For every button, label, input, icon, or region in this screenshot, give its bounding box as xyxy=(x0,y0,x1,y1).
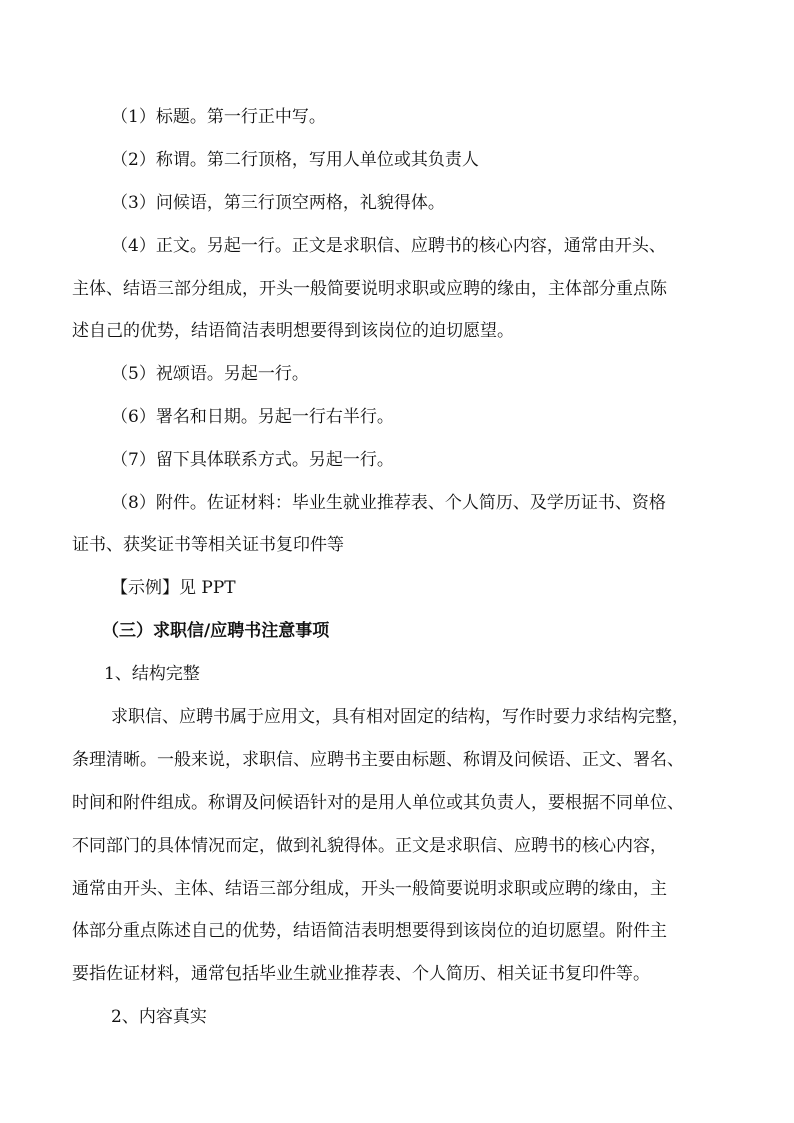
list-item-signature-date: （6）署名和日期。另起一行右半行。 xyxy=(111,407,394,427)
list-item-greeting: （3）问候语，第三行顶空两格，礼貌得体。 xyxy=(111,193,445,213)
list-item-attachments-line-2: 证书、获奖证书等相关证书复印件等 xyxy=(72,535,344,555)
list-item-closing: （5）祝颂语。另起一行。 xyxy=(111,364,309,384)
paragraph-line: 要指佐证材料，通常包括毕业生就业推荐表、个人简历、相关证书复印件等。 xyxy=(72,964,650,984)
list-item-body-line-3: 述自己的优势，结语简洁表明想要得到该岗位的迫切愿望。 xyxy=(72,321,514,341)
example-note: 【示例】见 PPT xyxy=(111,578,236,598)
list-item-body-line-1: （4）正文。另起一行。正文是求职信、应聘书的核心内容，通常由开头、 xyxy=(111,236,666,256)
list-item-body-line-2: 主体、结语三部分组成，开头一般简要说明求职或应聘的缘由，主体部分重点陈 xyxy=(72,279,667,299)
list-item-contact: （7）留下具体联系方式。另起一行。 xyxy=(111,450,394,470)
list-item-salutation: （2）称谓。第二行顶格，写用人单位或其负责人 xyxy=(111,150,479,170)
subheading-structure: 1、结构完整 xyxy=(104,664,200,684)
list-item-attachments-line-1: （8）附件。佐证材料：毕业生就业推荐表、个人简历、及学历证书、资格 xyxy=(111,493,666,513)
subheading-truthful-content: 2、内容真实 xyxy=(111,1007,207,1027)
paragraph-line: 体部分重点陈述自己的优势，结语简洁表明想要得到该岗位的迫切愿望。附件主 xyxy=(72,921,667,941)
paragraph-line: 通常由开头、主体、结语三部分组成，开头一般简要说明求职或应聘的缘由，主 xyxy=(72,879,667,899)
paragraph-line: 条理清晰。一般来说，求职信、应聘书主要由标题、称谓及问候语、正文、署名、 xyxy=(72,750,684,770)
paragraph-line: 求职信、应聘书属于应用文，具有相对固定的结构，写作时要力求结构完整， xyxy=(111,707,689,727)
paragraph-line: 不同部门的具体情况而定，做到礼貌得体。正文是求职信、应聘书的核心内容， xyxy=(72,836,667,856)
list-item-title: （1）标题。第一行正中写。 xyxy=(111,107,326,127)
paragraph-line: 时间和附件组成。称谓及问候语针对的是用人单位或其负责人，要根据不同单位、 xyxy=(72,793,684,813)
section-title: （三）求职信/应聘书注意事项 xyxy=(102,621,330,641)
